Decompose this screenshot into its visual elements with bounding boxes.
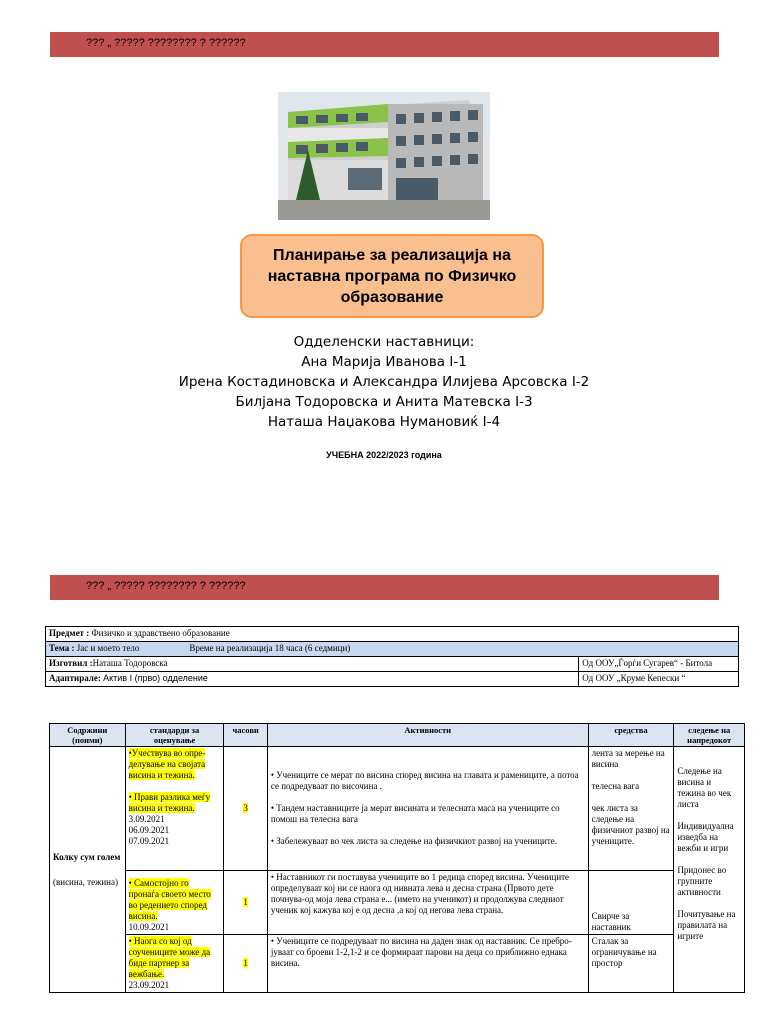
- progress-item: Придонес во групните активности: [677, 865, 727, 897]
- progress-item: Индивидуална изведба на вежби и игри: [677, 821, 734, 853]
- document-title: Планирање за реализација на наставна програма по Физичко образование: [240, 234, 544, 318]
- standard-item: •Учествува во опре-делување на својата висина и тежина.: [128, 748, 206, 780]
- table-row: [50, 747, 745, 871]
- content-cell: [50, 747, 126, 993]
- content-sub: (висина, тежина): [53, 876, 118, 887]
- activities-cell: [267, 935, 588, 993]
- means-cell: [588, 747, 674, 871]
- date: 3.09.2021: [128, 814, 165, 824]
- activities-cell: [267, 871, 588, 935]
- section-banner: [50, 575, 719, 600]
- info-row-adapted: [46, 672, 739, 687]
- banner-text: ??? „ ????? ???????? ? ??????: [86, 37, 246, 49]
- school-year: УЧЕБНА 2022/2023 година: [326, 450, 442, 460]
- header-activities: Активности: [267, 724, 588, 747]
- hours-cell: 1: [224, 935, 267, 993]
- means-item: телесна вага: [591, 781, 640, 791]
- standard-item: • Самостојно го пронаѓа своето место во редението според висина.: [128, 878, 211, 921]
- means-item: Свирче за наставник: [591, 911, 631, 932]
- activity-item: • Учениците се мерат по висина според висина на главата и рамениците, а потоа се подредуваат по височина .: [270, 770, 579, 791]
- header-standards: стандарди за оценување: [125, 724, 224, 747]
- hours-cell: 3: [224, 747, 267, 871]
- teacher-line: Ирена Костадиновска и Александра Илијева Арсовска I-2: [178, 374, 590, 390]
- teachers-heading: Одделенски наставници:: [293, 334, 475, 350]
- progress-item: Следење на висина и тежина во чек листа: [677, 766, 732, 809]
- content-title: Колку сум голем: [53, 851, 121, 862]
- teacher-line: Билјана Тодоровска и Анита Матевска I-3: [235, 394, 533, 410]
- standards-cell: [125, 871, 224, 935]
- table-row: [50, 935, 745, 993]
- adapted-school: Од ООУ „Круме Кепески “: [579, 672, 739, 687]
- hours-cell: 1: [224, 871, 267, 935]
- date: 23.09.2021: [128, 980, 170, 990]
- standards-cell: [125, 935, 224, 993]
- header-hours: часови: [224, 724, 267, 747]
- planning-table: [49, 723, 745, 993]
- progress-cell: [674, 747, 745, 993]
- activity-item: • Тандем наставниците ја мерат висината и телесната маса на учениците со помош на телесна вага: [270, 803, 560, 824]
- top-banner: [50, 32, 719, 57]
- info-row-topic: [46, 642, 739, 657]
- info-row-author: [46, 657, 739, 672]
- progress-item: Почитување на правилата на игрите: [677, 909, 736, 941]
- standards-cell: [125, 747, 224, 871]
- info-row-subject: [46, 627, 739, 642]
- teachers-block: [0, 332, 768, 432]
- info-table: [45, 626, 739, 687]
- means-item: лента за мерење на висина: [591, 748, 665, 769]
- header-progress: следење на напредокот: [674, 724, 745, 747]
- date: 06.09.2021: [128, 825, 170, 835]
- table-header-row: [50, 724, 745, 747]
- header-means: средства: [588, 724, 674, 747]
- activity-item: • Наставникот ги поставува учениците во 1 редица според висина. Учениците определуваат кој ни се наога од нивната лева и десна страна (Првото дете почнува-од моја лева страна е... (името на ученикот) и продолжува следниот ученик кој кажува кој е од десна ,а кој од негова лева страна.: [270, 872, 570, 915]
- author-school: Од ООУ„Ѓорѓи Сугарев“ - Битола: [579, 657, 739, 672]
- standard-item: • Прави разлика меѓу висина и тежина.: [128, 792, 211, 813]
- table-row: [50, 871, 745, 935]
- subject-cell: Предмет : Физичко и здравствено образование: [46, 627, 739, 642]
- banner-text: ??? „ ????? ???????? ? ??????: [86, 580, 246, 592]
- header-content: Содржини (поими): [50, 724, 126, 747]
- teacher-line: Наташа Наџакова Нумановиќ I-4: [267, 414, 501, 430]
- adapted-cell: Адаптирале: Актив I (прво) одделение: [46, 672, 579, 687]
- standard-item: • Наога со кој од соучениците може да биде партнер за вежбање.: [128, 936, 211, 979]
- date: 10.09.2021: [128, 922, 170, 932]
- means-cell: [588, 935, 674, 993]
- school-photo: [278, 92, 490, 220]
- topic-cell: Тема : Јас и моето тело Време на реализација 18 часа (6 седмици): [46, 642, 739, 657]
- activities-cell: [267, 747, 588, 871]
- author-cell: Изготвил :Наташа Тодоровска: [46, 657, 579, 672]
- means-cell: [588, 871, 674, 935]
- activity-item: • Забележуваат во чек листа за следење на физичкиот развој на учениците.: [270, 836, 558, 846]
- activity-item: • Учениците се подредуваат по висина на даден знак од наставник. Се пребро-јуваат со броеви 1-2,1-2 и се формираат парови на деца со приближно еднака висина.: [270, 936, 572, 968]
- means-item: чек листа за следење на физичниот развој на учениците.: [591, 803, 670, 846]
- teacher-line: Ана Марија Иванова I-1: [301, 354, 467, 370]
- date: 07.09.2021: [128, 836, 170, 846]
- means-item: Сталак за ограничување на простор: [591, 936, 657, 968]
